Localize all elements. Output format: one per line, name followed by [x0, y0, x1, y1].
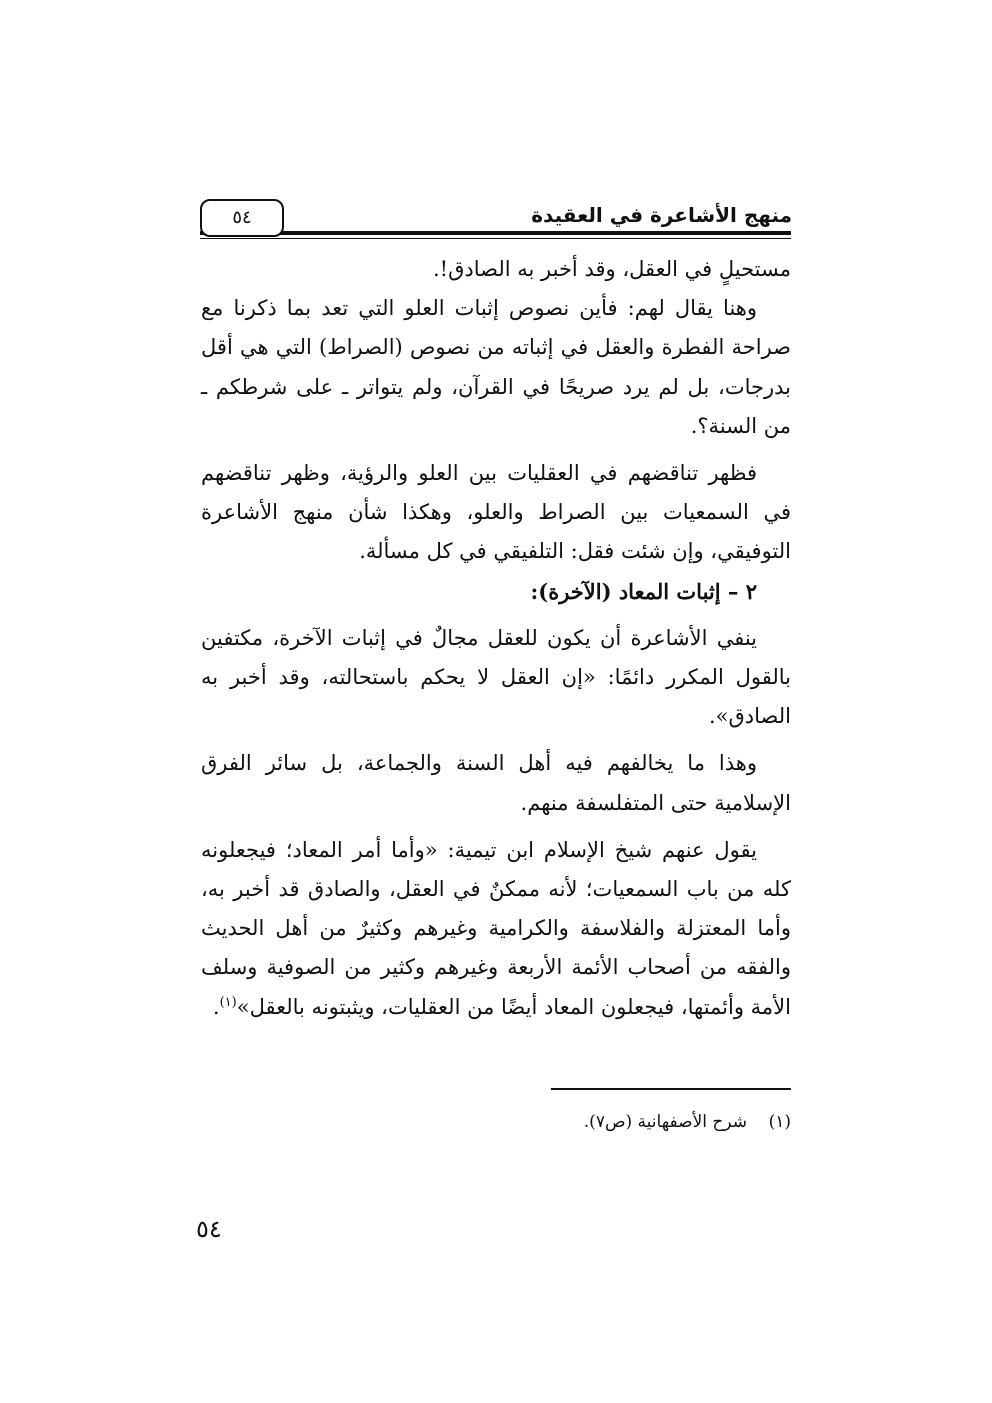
running-header-title: منهج الأشاعرة في العقيدة [531, 203, 792, 227]
paragraph-with-footnote [201, 831, 791, 1027]
section-heading: ٢ – إثبات المعاد (الآخرة): [530, 578, 757, 604]
paragraph: ينفي الأشاعرة أن يكون للعقل مجالٌ في إثبات الآخرة، مكتفين بالقول المكرر دائمًا: «إن العقل لا يحكم باستحالته، وقد أخبر به الصادق». [201, 625, 791, 729]
footnote-text: شرح الأصفهانية (ص٧). [583, 1112, 747, 1132]
page-number-bottom: ٥٤ [196, 1215, 222, 1243]
header-rule-thick [200, 231, 791, 235]
footnote-number: (١) [768, 1112, 791, 1132]
paragraph-text: يقول عنهم شيخ الإسلام ابن تيمية: «وأما أمر المعاد؛ فيجعلونه كله من باب السمعيات؛ لأنه ممكنٌ في العقل، والصادق قد أخبر به، وأما المعتزلة والفلاسفة والكرامية وغيرهم وكثيرٌ من أهل الحديث والفقه من أصحاب الأئمة الأربعة وغيرهم وكثير من الصوفية وسلف الأمة وأئمتها، فيجعلون المعاد أيضًا من العقليات، ويثبتونه بالعقل» [201, 837, 791, 1019]
body-text [201, 250, 791, 1027]
paragraph: فظهر تناقضهم في العقليات بين العلو والرؤية، وظهر تناقضهم في السمعيات بين الصراط والعلو، وهكذا شأن منهج الأشاعرة التوفيقي، وإن شئت فقل: التلفيقي في كل مسألة. [201, 461, 791, 564]
paragraph-end: . [212, 994, 220, 1019]
header-rule-thin [200, 238, 791, 239]
footnote-separator [551, 1088, 791, 1090]
header-page-number: ٥٤ [200, 199, 284, 237]
footnote [401, 1108, 791, 1136]
paragraph: مستحيلٍ في العقل، وقد أخبر به الصادق!. [432, 257, 791, 281]
paragraph: وهنا يقال لهم: فأين نصوص إثبات العلو التي تعد بما ذكرنا مع صراحة الفطرة والعقل في إثباته من نصوص (الصراط) التي هي أقل بدرجات، بل لم يرد صريحًا في القرآن، ولم يتواتر ـ على شرطكم ـ من السنة؟. [201, 296, 791, 438]
footnote-reference[interactable]: (١) [219, 994, 237, 1010]
paragraph: وهذا ما يخالفهم فيه أهل السنة والجماعة، بل سائر الفرق الإسلامية حتى المتفلسفة منهم. [201, 751, 791, 815]
